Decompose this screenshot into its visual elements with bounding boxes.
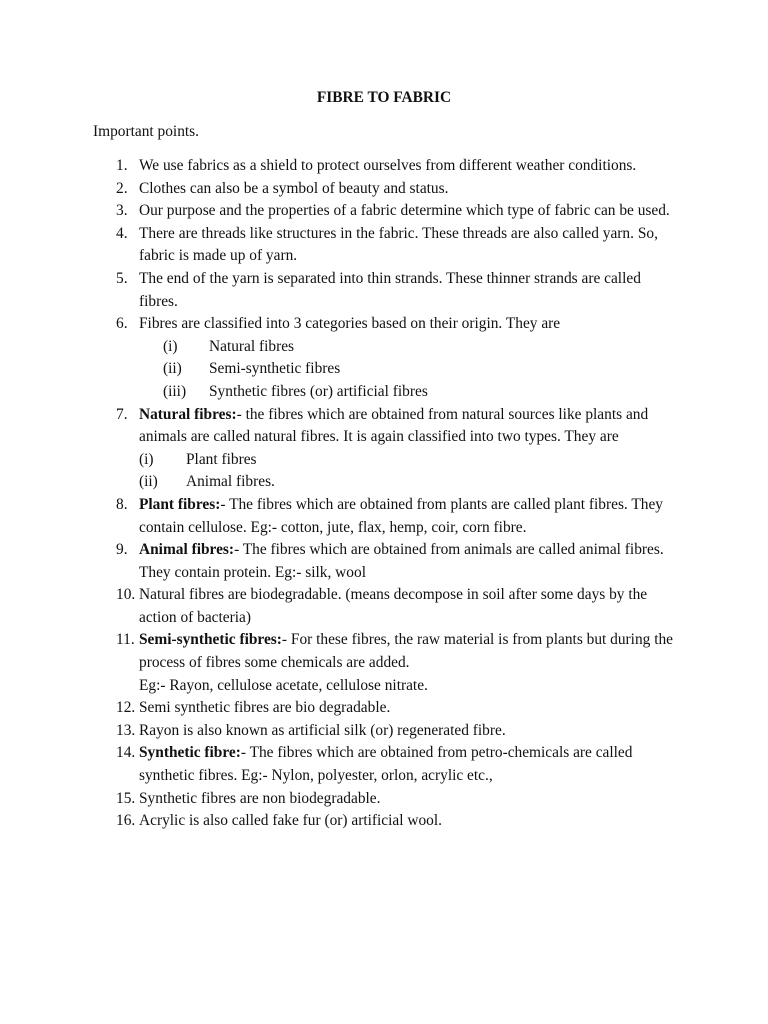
item-text: Clothes can also be a symbol of beauty and status. [139,179,449,197]
item-number: 1. [116,157,128,174]
item-number: 10. [116,586,136,604]
item-text: Semi synthetic fibres are bio degradable. [139,699,391,717]
list-item [0,404,768,494]
item-text [139,494,679,539]
sub-item-numeral: (i) [139,450,154,468]
sub-item [0,471,768,494]
item-text [139,629,679,674]
item-number: 9. [116,541,128,559]
sub-item-numeral: (ii) [163,360,182,378]
list-item [0,810,768,833]
sub-item [0,381,768,404]
list-item [0,223,768,268]
item-number: 15. [116,789,136,807]
item-text [139,404,679,449]
item-number: 6. [116,315,128,333]
item-definition: - For these fibres, the raw material is from plants but during the process of fibres some chemicals are added. [139,631,674,672]
item-number: 13. [116,721,136,739]
item-number: 2. [116,179,128,197]
points-list [0,155,768,833]
list-item [0,629,768,697]
list-item [0,697,768,720]
sub-item-numeral: (iii) [163,382,187,400]
document-title: FIBRE TO FABRIC [316,89,452,106]
intro-heading: Important points. [93,123,200,140]
list-item [0,742,768,787]
item-text: We use fabrics as a shield to protect ourselves from different weather conditions. [139,157,637,174]
sub-item-text: Natural fibres [209,337,295,355]
sub-item-numeral: (ii) [139,473,158,491]
item-term: Semi-synthetic fibres: [139,631,282,649]
item-text: Fibres are classified into 3 categories based on their origin. They are [139,315,561,333]
item-text [139,742,679,787]
list-item [0,313,768,403]
item-number: 5. [116,269,128,287]
list-item [0,268,768,313]
sub-item-numeral: (i) [163,337,178,355]
item-number: 16. [116,812,136,830]
list-item [0,200,768,223]
list-item [0,494,768,539]
item-text [139,539,679,584]
list-item [0,584,768,629]
item-definition: - The fibres which are obtained from plants are called plant fibres. They contain cellulose. Eg:- cotton, jute, flax, hemp, coir, corn fibre. [139,495,663,536]
item-example: Eg:- Rayon, cellulose acetate, cellulose nitrate. [139,676,428,694]
sub-item [0,336,768,359]
item-text: Our purpose and the properties of a fabric determine which type of fabric can be used. [139,202,670,220]
item-term: Synthetic fibre: [139,744,241,762]
item-number: 4. [116,224,128,242]
item-definition: - The fibres which are obtained from petro-chemicals are called synthetic fibres. Eg:- Nylon, polyester, orlon, acrylic etc., [139,744,633,785]
sub-item-text: Semi-synthetic fibres [209,360,341,378]
item-text: Natural fibres are biodegradable. (means decompose in soil after some days by the action of bacteria) [139,586,648,626]
item-number: 3. [116,202,128,220]
sub-item [0,358,768,381]
item-text: There are threads like structures in the fabric. These threads are also called yarn. So, fabric is made up of yarn. [139,224,658,265]
item-term: Animal fibres: [139,541,235,559]
item-text: Acrylic is also called fake fur (or) artificial wool. [139,812,442,830]
sub-item-text: Synthetic fibres (or) artificial fibres [209,382,428,400]
sub-item-text: Plant fibres [186,450,257,468]
sub-item-text: Animal fibres. [186,473,275,491]
item-text: The end of the yarn is separated into thin strands. These thinner strands are called fibres. [139,269,641,310]
item-definition: - The fibres which are obtained from animals are called animal fibres. They contain protein. Eg:- silk, wool [139,541,664,581]
item-text: Rayon is also known as artificial silk (or) regenerated fibre. [139,721,506,739]
list-item [0,788,768,811]
item-number: 7. [116,405,128,423]
list-item [0,178,768,201]
item-number: 11. [116,631,135,649]
item-term: Plant fibres: [139,495,221,513]
item-number: 14. [116,744,136,762]
item-definition: - the fibres which are obtained from natural sources like plants and animals are called natural fibres. It is again classified into two types. They are [139,405,649,446]
list-item [0,539,768,584]
list-item [0,155,768,178]
item-text: Synthetic fibres are non biodegradable. [139,789,381,807]
item-term: Natural fibres: [139,405,237,423]
item-number: 12. [116,699,136,717]
sub-item [0,449,768,472]
item-number: 8. [116,495,128,513]
list-item [0,720,768,743]
